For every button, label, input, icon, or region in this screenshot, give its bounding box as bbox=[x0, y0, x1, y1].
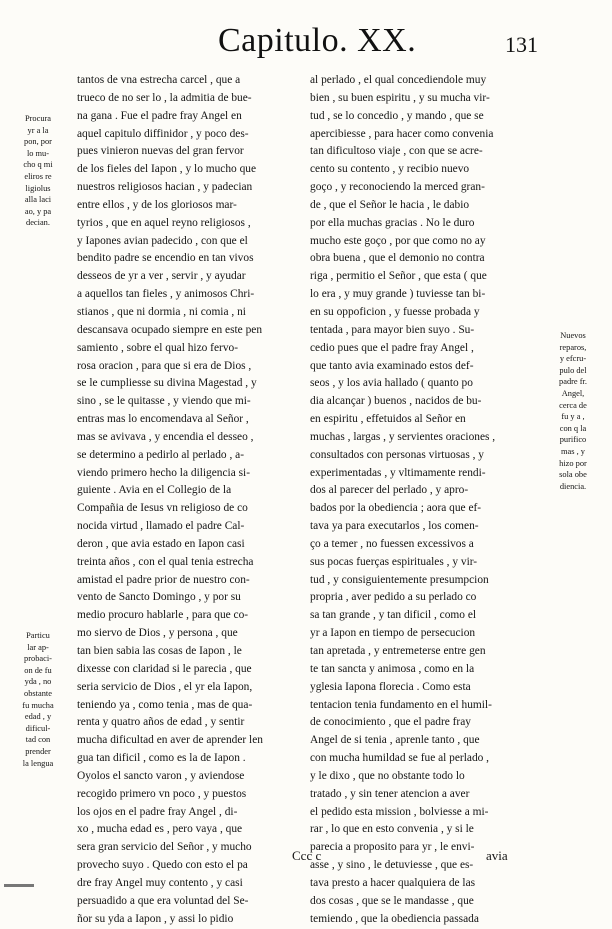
text-line: ço a temer , no fuessen excessivos a bbox=[310, 537, 474, 550]
text-line: a aquellos tan fieles , y animosos Chri- bbox=[77, 288, 255, 301]
marginal-note-line: edad , y bbox=[24, 712, 52, 722]
text-line: propria , aver pedido a su perlado co bbox=[310, 591, 477, 604]
text-line: tud , se lo concedio , y mando , que se bbox=[310, 109, 484, 122]
marginal-note-line: pulo del bbox=[559, 365, 587, 375]
text-line: ñor su yda a Iapon , y assi lo pidio bbox=[77, 912, 234, 925]
text-line: mo siervo de Dios , y persona , que bbox=[77, 627, 238, 640]
text-line: desseos de yr a ver , servir , y ayudar bbox=[77, 270, 246, 283]
text-line: seos , y los avia hallado ( quanto po bbox=[310, 377, 473, 390]
text-line: tava ya para executarlos , los comen- bbox=[310, 520, 479, 533]
text-line: dos cosas , que se le mandasse , que bbox=[310, 894, 474, 907]
text-line: mucho este goço , por que como no ay bbox=[310, 234, 486, 247]
text-line: temiendo , que la obediencia passada bbox=[310, 912, 479, 925]
signature-mark: Ccc c bbox=[292, 848, 322, 863]
marginal-note-line: probaci- bbox=[24, 654, 52, 664]
marginal-note-line: purifico bbox=[559, 435, 587, 445]
marginal-note-line: reparos, bbox=[559, 342, 587, 352]
marginal-note-line: on de fu bbox=[24, 665, 52, 675]
text-line: se determino a pedirlo al perlado , a- bbox=[77, 448, 244, 461]
text-line: goço , y reconociendo la merced gran- bbox=[310, 181, 485, 194]
marginal-note-mid-left bbox=[6, 630, 70, 769]
marginal-note-line: ligiolus bbox=[25, 183, 51, 193]
marginal-note-line: y efcru- bbox=[559, 354, 587, 364]
text-line: al perlado , el qual concediendole muy bbox=[310, 74, 487, 86]
text-line: cedio pues que el padre fray Angel , bbox=[310, 341, 474, 354]
text-line: descansava ocupado siempre en este pen bbox=[77, 323, 263, 336]
text-line: trueco de no ser lo , la admitia de bue- bbox=[77, 91, 252, 104]
text-line: se le cumpliesse su divina Magestad , y bbox=[77, 377, 257, 390]
text-line: experimentadas , y vltimamente rendi- bbox=[310, 466, 486, 479]
text-line: con mucha humildad se fue al perlado , bbox=[310, 752, 490, 765]
marginal-note-line: alla laci bbox=[24, 195, 52, 205]
text-line: gua tan dificil , como es la de Iapon . bbox=[77, 752, 246, 765]
text-line: Compañia de Iesus vn religioso de co bbox=[77, 502, 248, 515]
text-line: mas se avivava , y encendia el desseo , bbox=[77, 430, 254, 443]
marginal-note-line: cerca de bbox=[559, 400, 587, 410]
scan-edge-mark bbox=[4, 884, 34, 887]
text-line: seria servicio de Dios , el yr ela Iapon, bbox=[77, 680, 253, 693]
text-line: renta y quatro años de edad , y sentir bbox=[77, 716, 245, 729]
marginal-note-line: mas , y bbox=[561, 446, 585, 456]
text-line: pues vinieron nuevas del gran fervor bbox=[77, 145, 244, 158]
marginal-note-line: yr a la bbox=[27, 125, 49, 135]
text-line: bendito padre se encendio en tan vivos bbox=[77, 252, 254, 265]
text-line: obra buena , que el demonio no contra bbox=[310, 252, 485, 265]
text-line: sino , se le quitasse , y viendo que mi- bbox=[77, 395, 251, 408]
text-line: rosa oracion , para que si era de Dios , bbox=[77, 359, 252, 372]
marginal-note-line: pon, por bbox=[24, 137, 52, 147]
text-line: dre fray Angel muy contento , y casi bbox=[77, 876, 243, 889]
chapter-title: Capitulo. XX. bbox=[218, 22, 417, 59]
text-line: asse , y sino , le detuviesse , que es- bbox=[310, 859, 474, 872]
marginal-note-line: con q la bbox=[559, 423, 587, 433]
text-line: y le dixo , que no obstante todo lo bbox=[310, 769, 465, 782]
marginal-note-line: lar ap- bbox=[27, 642, 49, 652]
text-line: recogido primero vn poco , y puestos bbox=[77, 787, 247, 800]
text-line: entras mas lo encomendava al Señor , bbox=[77, 413, 249, 426]
text-line: tan apretada , y entremeterse entre gen bbox=[310, 645, 486, 657]
text-line: yglesia Iapona florecia . Como esta bbox=[310, 680, 471, 693]
text-line: tan bien sabia las cosas de Iapon , le bbox=[77, 645, 242, 657]
marginal-note-line: Angel, bbox=[561, 388, 585, 398]
marginal-note-line: dificul- bbox=[25, 723, 51, 733]
text-line: mucha dificultad en aver de aprender len bbox=[77, 734, 263, 747]
text-line: aquel capitulo diffinidor , y poco des- bbox=[77, 127, 249, 140]
text-line: provecho suyo . Quedo con esto el pa bbox=[77, 859, 248, 872]
text-line: tud , y consiguientemente presumpcion bbox=[310, 573, 489, 586]
text-line: cento su contento , y recibio nuevo bbox=[310, 163, 470, 176]
text-line: de conocimiento , que el padre fray bbox=[310, 716, 471, 729]
marginal-note-line: lo mu- bbox=[26, 148, 50, 158]
text-line: sa tan grande , y tan dificil , como el bbox=[310, 609, 477, 622]
marginal-note-right bbox=[540, 330, 606, 492]
text-line: dia alcançar ) buenos , nacidos de bu- bbox=[310, 395, 482, 408]
marginal-note-line: yda , no bbox=[24, 677, 52, 687]
text-line: na gana . Fue el padre fray Angel en bbox=[77, 109, 242, 122]
text-line: vento de Sancto Domingo , y por su bbox=[77, 591, 241, 604]
text-line: nocida virtud , llamado el padre Cal- bbox=[77, 520, 245, 533]
text-line: viendo primero hecho la diligencia si- bbox=[77, 466, 251, 479]
text-line: xo , mucha edad es , pero vaya , que bbox=[77, 823, 243, 836]
text-line: tyrios , que en aquel reyno religiosos , bbox=[77, 216, 251, 229]
marginal-note-line: eliros re bbox=[24, 171, 52, 181]
marginal-note-line: la lengua bbox=[22, 758, 54, 768]
text-line: tentacion tenia fundamento en el humil- bbox=[310, 698, 492, 711]
text-line: teniendo ya , como tenia , mas de qua- bbox=[77, 698, 253, 711]
marginal-note-line: Nuevos bbox=[560, 331, 586, 340]
text-line: dos al parecer del perlado , y apro- bbox=[310, 484, 469, 497]
text-line: amistad el padre prior de nuestro con- bbox=[77, 573, 250, 586]
marginal-note-line: padre fr. bbox=[559, 377, 587, 387]
text-line: persuadido a que era voluntad del Se- bbox=[77, 894, 249, 907]
page-number: 131 bbox=[505, 32, 538, 57]
text-line: apercibiesse , para hacer como convenia bbox=[310, 127, 494, 140]
marginal-note-line: cho q mi bbox=[23, 160, 53, 170]
text-line: que tanto avia examinado estos def- bbox=[310, 359, 474, 372]
marginal-note-line: diencia. bbox=[559, 481, 587, 491]
marginal-note-line: hizo por bbox=[559, 458, 587, 468]
marginal-note-line: obstante bbox=[24, 688, 52, 698]
text-line: los ojos en el padre fray Angel , di- bbox=[77, 805, 238, 818]
text-column-left bbox=[77, 72, 303, 929]
text-line: Oyolos el sancto varon , y aviendose bbox=[77, 769, 245, 782]
text-line: el pedido esta mission , bolviesse a mi- bbox=[310, 805, 489, 818]
text-line: consultados con personas virtuosas , y bbox=[310, 448, 484, 461]
marginal-note-top-left bbox=[6, 113, 70, 229]
text-line: y Iapones avian padecido , con que el bbox=[77, 234, 248, 247]
catchword: avia bbox=[486, 848, 508, 863]
text-line: dixesse con claridad si le parecia , que bbox=[77, 662, 252, 675]
text-line: muchas , largas , y servientes oraciones , bbox=[310, 430, 496, 443]
text-line: de los fieles del Iapon , y lo mucho que bbox=[77, 163, 257, 176]
text-line: deron , que avia estado en Iapon casi bbox=[77, 537, 245, 550]
text-line: stianos , que ni dormia , ni comia , ni bbox=[77, 305, 246, 318]
text-line: Angel de si tenia , aprenle tanto , que bbox=[310, 734, 480, 747]
marginal-note-line: decian. bbox=[26, 218, 50, 228]
text-line: tantos de vna estrecha carcel , que a bbox=[77, 74, 241, 86]
text-line: riga , permitio el Señor , que esta ( que bbox=[310, 270, 487, 283]
text-line: sera gran servicio del Señor , y mucho bbox=[77, 841, 252, 854]
text-line: nuestros religiosos hacian , y padecian bbox=[77, 181, 253, 194]
text-line: te tan sancta y animosa , como en la bbox=[310, 662, 475, 675]
text-column-right bbox=[310, 72, 536, 929]
text-line: bien , su buen espiritu , y su mucha vir- bbox=[310, 91, 490, 104]
text-line: tava presto a hacer qualquiera de las bbox=[310, 876, 476, 889]
text-line: yr a Iapon en tiempo de persecucion bbox=[310, 627, 476, 640]
text-line: bados por la obediencia ; aora que ef- bbox=[310, 502, 482, 515]
text-line: treinta años , con el qual tenia estrecha bbox=[77, 555, 254, 568]
text-line: por ella muchas gracias . No le duro bbox=[310, 216, 475, 229]
text-line: en espiritu , effetuidos al Señor en bbox=[310, 413, 466, 426]
marginal-note-line: fu mucha bbox=[22, 700, 54, 710]
marginal-note-line: Particu bbox=[26, 631, 50, 640]
text-line: tan dificultoso viaje , con que se acre- bbox=[310, 145, 483, 158]
text-line: guiente . Avia en el Collegio de la bbox=[77, 484, 232, 497]
text-line: rar , lo que en esto convenia , y si le bbox=[310, 823, 474, 836]
text-line: parecia a proposito para yr , le envi- bbox=[310, 841, 475, 854]
marginal-note-line: ao, y pa bbox=[24, 206, 52, 216]
text-line: lo era , y muy grande ) tuviesse tan bi- bbox=[310, 288, 486, 301]
text-line: en su oppoficion , y fuesse probada y bbox=[310, 305, 480, 318]
text-line: medio procuro hablarle , para que co- bbox=[77, 609, 249, 622]
text-line: samiento , sobre el qual hizo fervo- bbox=[77, 341, 238, 354]
marginal-note-line: tad con bbox=[25, 735, 51, 745]
text-line: entre ellos , y de los gloriosos mar- bbox=[77, 198, 237, 211]
marginal-note-line: fu y a , bbox=[561, 412, 585, 422]
marginal-note-line: prender bbox=[25, 746, 51, 756]
marginal-note-line: Procura bbox=[24, 114, 52, 123]
text-line: tratado , y sin tener atencion a aver bbox=[310, 787, 470, 800]
marginal-note-line: sola obe bbox=[559, 470, 587, 480]
text-line: sus pocas fuerças espirituales , y vir- bbox=[310, 555, 478, 568]
text-line: de , que el Señor le hacia , le dabio bbox=[310, 198, 470, 211]
text-line: tentada , para mayor bien suyo . Su- bbox=[310, 323, 475, 336]
